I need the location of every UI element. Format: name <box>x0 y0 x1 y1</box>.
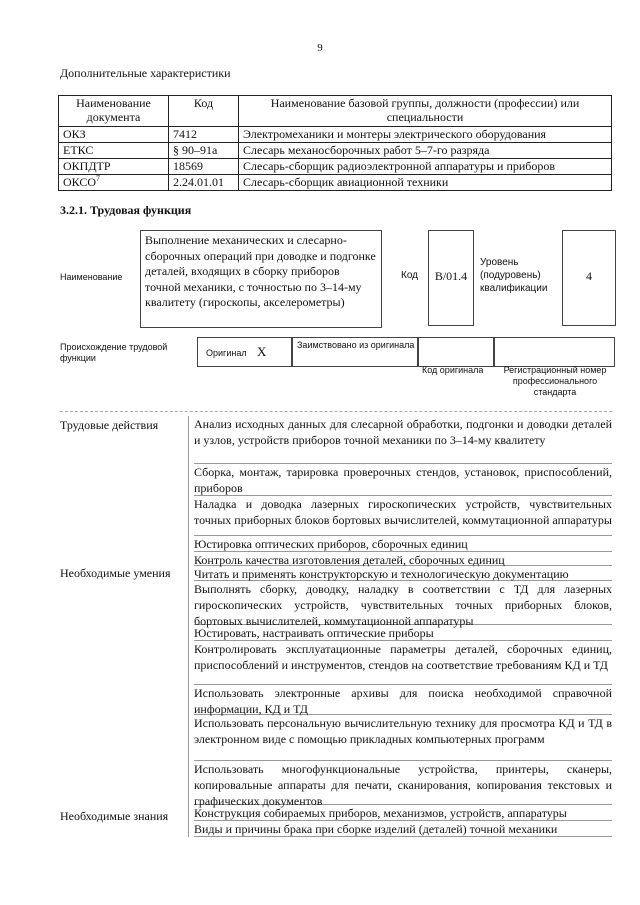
row-name: Электромеханики и монтеры электрического оборудования <box>239 127 612 143</box>
knowledge-item: Виды и причины брака при сборке изделий (деталей) точной механики <box>194 821 612 837</box>
skill-item: Юстировать, настраивать оптические приборы <box>194 625 612 641</box>
skill-item: Выполнять сборку, доводку, наладку в соответствии с ТД для лазерных гироскопических устройств, чувствительных точных приборных блоков, бортовых вычислителей, коммутационной аппаратуры <box>194 582 612 628</box>
action-item: Наладка и доводка лазерных гироскопических устройств, чувствительных точных приборных блоков бортовых вычислителей, коммутационной аппаратуры <box>194 496 612 536</box>
row-code: 2.24.01.01 <box>169 175 239 191</box>
code-original-cell <box>417 337 495 367</box>
details-top-border <box>60 411 612 412</box>
code-original-label: Код оригинала <box>422 365 484 375</box>
row-name: Слесарь-сборщик радиоэлектронной аппаратуры и приборов <box>239 159 612 175</box>
row-name: Слесарь-сборщик авиационной техники <box>239 175 612 191</box>
section-title: 3.2.1. Трудовая функция <box>60 203 192 217</box>
row-code: 18569 <box>169 159 239 175</box>
additional-characteristics-title: Дополнительные характеристики <box>60 66 231 80</box>
code-value: B/01.4 <box>434 269 468 283</box>
row-code: 7412 <box>169 127 239 143</box>
skill-item: Читать и применять конструкторскую и технологическую документацию <box>194 566 612 581</box>
action-item: Юстировка оптических приборов, сборочных единиц <box>194 536 612 552</box>
footnote-mark: 7 <box>96 174 101 183</box>
skills-label: Необходимые умения <box>60 566 171 580</box>
header-code: Код <box>169 96 239 127</box>
level-box <box>562 230 616 326</box>
skill-item: Использовать многофункциональные устройства, принтеры, сканеры, копировальные аппараты для печати, сканирования, копирования текстовых и графических документов <box>194 762 612 808</box>
skill-item: Использовать персональную вычислительную технику для просмотра КД и ТД в электронном виде с помощью прикладных компьютерных программ <box>194 715 612 761</box>
row-doc: ЕТКС <box>59 143 169 159</box>
table-row <box>59 127 612 143</box>
table-row <box>59 159 612 175</box>
table-row <box>59 175 612 191</box>
name-label: Наименование <box>60 272 123 282</box>
original-cell <box>197 337 293 367</box>
codes-table-header <box>59 96 612 127</box>
knowledge-label: Необходимые знания <box>60 809 169 823</box>
row-code: § 90–91а <box>169 143 239 159</box>
row-doc: ОКПДТР <box>59 159 169 175</box>
original-mark: X <box>257 344 267 359</box>
reg-number-cell <box>493 337 615 367</box>
row-name: Слесарь механосборочных работ 5–7-го разряда <box>239 143 612 159</box>
header-document: Наименование документа <box>59 96 169 127</box>
header-group-name: Наименование базовой группы, должности (профессии) или специальности <box>239 96 612 127</box>
function-name-box: Выполнение механических и слесарно-сборочных операций при доводке и подгонке деталей, входящих в сборку приборов точной механики, с точностью по 3–14-му квалитету (гироскопы, акселерометры) <box>140 230 382 328</box>
action-item: Анализ исходных данных для слесарной обработки, подгонки и доводки деталей и узлов, устройств приборов точной механики по 3–14-му квалитету <box>194 416 612 464</box>
row-doc: ОКЗ <box>59 127 169 143</box>
action-item: Сборка, монтаж, тарировка проверочных стендов, установок, приспособлений, приборов <box>194 465 612 495</box>
skill-item: Использовать электронные архивы для поиска необходимой справочной информации, КД и ТД <box>194 686 612 716</box>
action-item: Контроль качества изготовления деталей, сборочных единиц <box>194 552 612 566</box>
actions-label: Трудовые действия <box>60 418 159 432</box>
level-value: 4 <box>586 269 592 283</box>
knowledge-item: Конструкция собираемых приборов, механизмов, устройств, аппаратуры <box>194 805 612 821</box>
table-row <box>59 143 612 159</box>
level-label: Уровень (подуровень) квалификации <box>480 257 548 294</box>
original-label: Оригинал <box>206 348 247 358</box>
code-label: Код <box>401 270 419 281</box>
code-box <box>428 230 474 326</box>
skill-item: Контролировать эксплуатационные параметры деталей, сборочных единиц, приспособлений и инструментов, стендов на соответствие требованиям КД и ТД <box>194 641 612 685</box>
borrowed-cell <box>291 337 419 367</box>
codes-table <box>58 95 612 191</box>
row-doc-text: ОКСО <box>63 175 97 189</box>
page-number: 9 <box>317 42 323 54</box>
origin-label: Происхождение трудовой функции <box>60 342 168 363</box>
reg-number-label: Регистрационный номер профессионального стандарта <box>503 365 607 397</box>
borrowed-label: Заимствовано из оригинала <box>297 340 415 350</box>
row-doc <box>59 175 169 191</box>
